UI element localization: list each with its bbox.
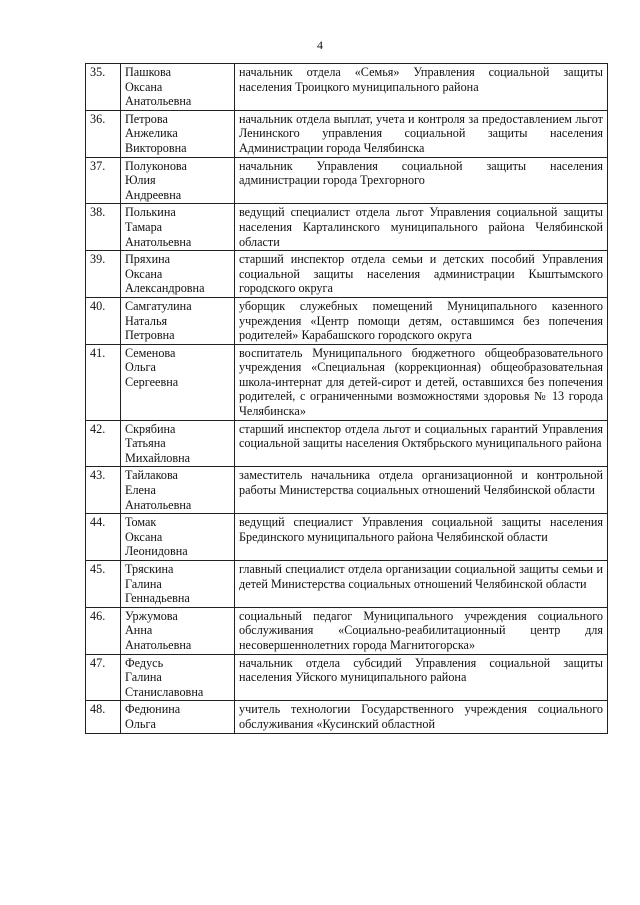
name-part: Петрова	[125, 111, 168, 126]
name-part: Полуконова	[125, 158, 187, 173]
name-part: Андреевна	[125, 187, 182, 202]
row-number: 40.	[86, 297, 121, 344]
name-part: Леонидовна	[125, 544, 188, 559]
table-row	[86, 344, 608, 420]
row-number: 41.	[86, 344, 121, 420]
name-part: Тряскина	[125, 562, 174, 576]
position-description: начальник отдела выплат, учета и контроля за предоставлением льгот Ленинского управления социальной защиты населения Администрации города Челябинска	[235, 110, 608, 157]
row-number: 36.	[86, 110, 121, 157]
person-name	[121, 110, 235, 157]
table-row	[86, 514, 608, 561]
person-name	[121, 251, 235, 298]
name-part: Оксана	[125, 529, 163, 544]
table-row	[86, 607, 608, 654]
table-row	[86, 467, 608, 514]
row-number: 42.	[86, 420, 121, 467]
name-part: Анна	[125, 623, 153, 638]
name-part: Скрябина	[125, 421, 176, 436]
table-row	[86, 157, 608, 204]
row-number: 38.	[86, 204, 121, 251]
name-part: Ольга	[125, 716, 156, 731]
row-number: 47.	[86, 654, 121, 701]
position-description: начальник отдела субсидий Управления социальной защиты населения Уйского муниципального района	[235, 654, 608, 701]
position-description: старший инспектор отдела семьи и детских пособий Управления социальной защиты населения администрации Кыштымского городского округа	[235, 251, 608, 298]
person-name	[121, 157, 235, 204]
position-description: главный специалист отдела организации социальной защиты семьи и детей Министерства социальных отношений Челябинской области	[235, 561, 608, 608]
position-description: старший инспектор отдела льгот и социальных гарантий Управления социальной защиты населения Октябрьского муниципального района	[235, 420, 608, 467]
person-name	[121, 607, 235, 654]
person-name	[121, 654, 235, 701]
table-row	[86, 204, 608, 251]
name-part: Галина	[125, 576, 162, 591]
table-row	[86, 701, 608, 733]
name-part: Полькина	[125, 205, 176, 220]
name-part: Анатольевна	[125, 234, 192, 249]
table-row	[86, 654, 608, 701]
name-part: Александровна	[125, 281, 205, 296]
position-description: начальник отдела «Семья» Управления социальной защиты населения Троицкого муниципального района	[235, 64, 608, 111]
table-row	[86, 64, 608, 111]
name-part: Галина	[125, 670, 162, 685]
name-part: Оксана	[125, 79, 163, 94]
person-name	[121, 204, 235, 251]
position-description: ведущий специалист отдела льгот Управления социальной защиты населения Карталинского муниципального района Челябинской области	[235, 204, 608, 251]
name-part: Станиславовна	[125, 684, 204, 699]
position-description: ведущий специалист Управления социальной защиты населения Брединского муниципального района Челябинской области	[235, 514, 608, 561]
name-part: Викторовна	[125, 140, 187, 155]
table-row	[86, 561, 608, 608]
name-part: Самгатулина	[125, 298, 192, 313]
row-number: 48.	[86, 701, 121, 733]
row-number: 39.	[86, 251, 121, 298]
row-number: 45.	[86, 561, 121, 608]
position-description: уборщик служебных помещений Муниципального казенного учреждения «Центр помощи детям, оставшимся без попечения родителей» Карабашского городского округа	[235, 297, 608, 344]
row-number: 35.	[86, 64, 121, 111]
page-number: 4	[317, 38, 323, 52]
person-name	[121, 420, 235, 467]
row-number: 46.	[86, 607, 121, 654]
name-part: Уржумова	[125, 608, 178, 623]
name-part: Пряхина	[125, 252, 171, 267]
name-part: Елена	[125, 483, 156, 498]
staff-table-body	[86, 64, 608, 734]
name-part: Анатольевна	[125, 637, 192, 652]
position-description: учитель технологии Государственного учреждения социального обслуживания «Кусинский областной	[235, 701, 608, 733]
name-part: Наталья	[125, 313, 168, 328]
position-description: социальный педагог Муниципального учреждения социального обслуживания «Социально-реабилитационный центр для несовершеннолетних города Магнитогорска»	[235, 607, 608, 654]
name-part: Анжелика	[125, 126, 178, 141]
name-part: Анатольевна	[125, 94, 192, 109]
name-part: Федюнина	[125, 702, 181, 717]
person-name	[121, 701, 235, 733]
position-description: заместитель начальника отдела организационной и контрольной работы Министерства социальных отношений Челябинской области	[235, 467, 608, 514]
name-part: Геннадьевна	[125, 591, 190, 606]
person-name	[121, 467, 235, 514]
table-row	[86, 251, 608, 298]
name-part: Тамара	[125, 219, 163, 234]
person-name	[121, 297, 235, 344]
row-number: 43.	[86, 467, 121, 514]
name-part: Томак	[125, 515, 157, 530]
person-name	[121, 64, 235, 111]
row-number: 37.	[86, 157, 121, 204]
table-row	[86, 420, 608, 467]
row-number: 44.	[86, 514, 121, 561]
name-part: Анатольевна	[125, 497, 192, 512]
name-part: Федусь	[125, 655, 164, 670]
table-row	[86, 110, 608, 157]
name-part: Петровна	[125, 328, 175, 343]
position-description: начальник Управления социальной защиты населения администрации города Трехгорного	[235, 157, 608, 204]
table-row	[86, 297, 608, 344]
name-part: Пашкова	[125, 65, 171, 79]
name-part: Юлия	[125, 173, 156, 188]
person-name	[121, 514, 235, 561]
name-part: Михайловна	[125, 450, 191, 465]
name-part: Тайлакова	[125, 468, 178, 483]
staff-table	[85, 63, 608, 734]
person-name	[121, 561, 235, 608]
name-part: Семенова	[125, 345, 176, 360]
position-description: воспитатель Муниципального бюджетного общеобразовательного учреждения «Специальная (коррекционная) общеобразовательная школа-интернат для детей-сирот и детей, оставшихся без попечения родителей, с ограниченными возможностями здоровья № 13 города Челябинска»	[235, 344, 608, 420]
name-part: Ольга	[125, 360, 156, 375]
name-part: Татьяна	[125, 436, 166, 451]
name-part: Сергеевна	[125, 374, 179, 389]
person-name	[121, 344, 235, 420]
name-part: Оксана	[125, 266, 163, 281]
